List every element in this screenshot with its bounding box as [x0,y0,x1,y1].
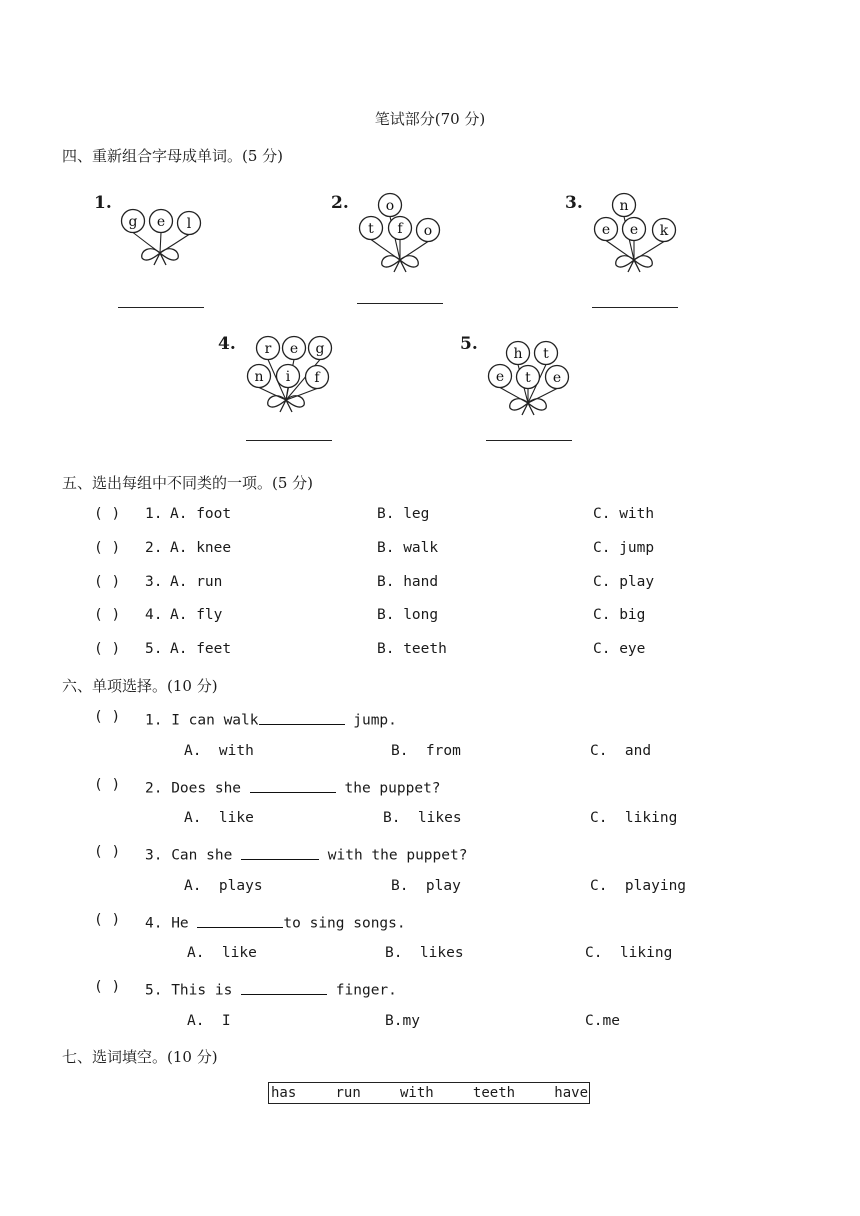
balloon-bunch-3 [595,194,676,273]
question-number: 3. [145,574,163,590]
option-a: A. knee [170,540,232,556]
answer-line-5[interactable] [486,440,572,441]
balloon-letter: f [397,221,403,237]
balloon-letter: t [543,346,549,362]
fill-blank[interactable] [259,709,345,725]
balloon-letter: e [156,214,166,230]
question-number: 5. [145,641,163,657]
answer-paren[interactable]: ( ) [94,607,121,623]
stem-after-blank: the puppet? [335,780,441,797]
option-c: C. and [590,743,652,759]
question-stem [145,979,397,999]
option-b: B. long [377,607,439,623]
question-number: 3. [145,847,163,864]
question-number: 2. [145,780,163,797]
answer-paren[interactable]: ( ) [94,844,121,860]
option-b: B.my [385,1013,420,1029]
item-4-2-number: 2. [331,193,349,213]
question-number: 1. [145,506,163,522]
option-a: A. with [184,743,254,759]
answer-paren[interactable]: ( ) [94,641,121,657]
balloon-letter: g [128,214,138,230]
balloon-letter: t [525,370,531,386]
answer-paren[interactable]: ( ) [94,979,121,995]
answer-line-2[interactable] [357,303,443,304]
balloon-letter: e [552,370,562,386]
fill-blank[interactable] [241,979,327,995]
answer-paren[interactable]: ( ) [94,912,121,928]
spacer [162,916,171,932]
page-title: 笔试部分(70 分) [374,110,486,128]
stem-after-blank: to sing songs. [283,915,406,932]
balloon-letter: e [629,222,639,238]
word-bank-box [268,1082,590,1104]
question-number: 5. [145,982,163,999]
option-a: A. I [187,1013,231,1029]
option-c: C. playing [590,878,687,894]
answer-paren[interactable]: ( ) [94,777,121,793]
option-c: C. liking [590,810,678,826]
answer-line-1[interactable] [118,307,204,308]
section-5-heading: 五、选出每组中不同类的一项。(5 分) [62,474,314,492]
fill-blank[interactable] [197,912,283,928]
option-b: B. play [391,878,461,894]
question-stem [145,709,397,729]
word-bank-word: has [271,1085,297,1101]
stem-after-blank: jump. [344,712,397,729]
option-c: C. with [593,506,655,522]
answer-paren[interactable]: ( ) [94,506,121,522]
option-a: A. plays [184,878,263,894]
balloon-letter: n [619,198,629,214]
question-number: 4. [145,607,163,623]
stem-before-blank: Does she [171,780,250,797]
balloon-letter: o [385,198,395,214]
option-b: B. likes [385,945,464,961]
question-number: 4. [145,915,163,932]
section-4-heading: 四、重新组合字母成单词。(5 分) [62,147,284,165]
option-c: C. eye [593,641,646,657]
balloon-letter: e [495,369,505,385]
option-c: C. jump [593,540,655,556]
item-4-1-number: 1. [94,193,112,213]
answer-paren[interactable]: ( ) [94,574,121,590]
question-stem [145,777,441,797]
word-bank-word: run [335,1085,361,1101]
option-b: B. hand [377,574,439,590]
spacer [162,781,171,797]
balloon-bunch-5 [489,342,569,416]
balloon-letter: g [315,341,325,357]
option-b: B. teeth [377,641,447,657]
answer-paren[interactable]: ( ) [94,540,121,556]
balloon-letter: k [659,223,669,239]
fill-blank[interactable] [241,844,319,860]
stem-after-blank: finger. [327,982,397,999]
balloon-letter: f [314,370,320,386]
balloon-letter: l [186,216,192,232]
option-a: A. like [187,945,257,961]
spacer [162,983,171,999]
option-a: A. fly [170,607,223,623]
option-a: A. run [170,574,223,590]
option-a: A. foot [170,506,232,522]
option-c: C. play [593,574,655,590]
option-b: B. likes [383,810,462,826]
item-4-4-number: 4. [218,334,236,354]
balloon-letter: i [285,369,291,385]
word-bank-word: teeth [472,1085,516,1101]
item-4-3-number: 3. [565,193,583,213]
option-a: A. like [184,810,254,826]
spacer [162,713,171,729]
balloon-letter: o [423,223,433,239]
fill-blank[interactable] [250,777,336,793]
item-4-5-number: 5. [460,334,478,354]
option-c: C. liking [585,945,673,961]
question-stem [145,912,406,932]
stem-before-blank: This is [171,982,242,999]
word-bank-word: with [400,1085,434,1101]
answer-paren[interactable]: ( ) [94,709,121,725]
balloon-string [160,233,161,254]
answer-line-3[interactable] [592,307,678,308]
stem-before-blank: Can she [171,847,242,864]
option-c: C.me [585,1013,620,1029]
balloon-letter: e [601,222,611,238]
balloon-letter: r [264,341,272,357]
section-7-heading: 七、选词填空。(10 分) [62,1048,218,1066]
option-b: B. from [391,743,461,759]
balloon-bunch-4 [248,337,332,413]
option-c: C. big [593,607,646,623]
question-stem [145,844,467,864]
stem-before-blank: He [171,915,198,932]
option-a: A. feet [170,641,232,657]
stem-before-blank: I can walk [171,712,259,729]
balloon-letter: h [513,346,523,362]
question-number: 1. [145,712,163,729]
answer-line-4[interactable] [246,440,332,441]
balloon-string [259,388,286,401]
stem-after-blank: with the puppet? [319,847,468,864]
balloon-letter: e [289,341,299,357]
word-bank-word: have [554,1085,588,1101]
option-b: B. walk [377,540,439,556]
balloon-letter: t [368,221,374,237]
balloon-bunches [0,0,860,460]
balloon-string [528,389,557,404]
spacer [162,848,171,864]
balloon-letter: n [254,369,264,385]
balloon-bunch-1 [122,210,201,266]
balloon-bunch-2 [360,194,440,273]
question-number: 2. [145,540,163,556]
section-6-heading: 六、单项选择。(10 分) [62,677,218,695]
option-b: B. leg [377,506,430,522]
